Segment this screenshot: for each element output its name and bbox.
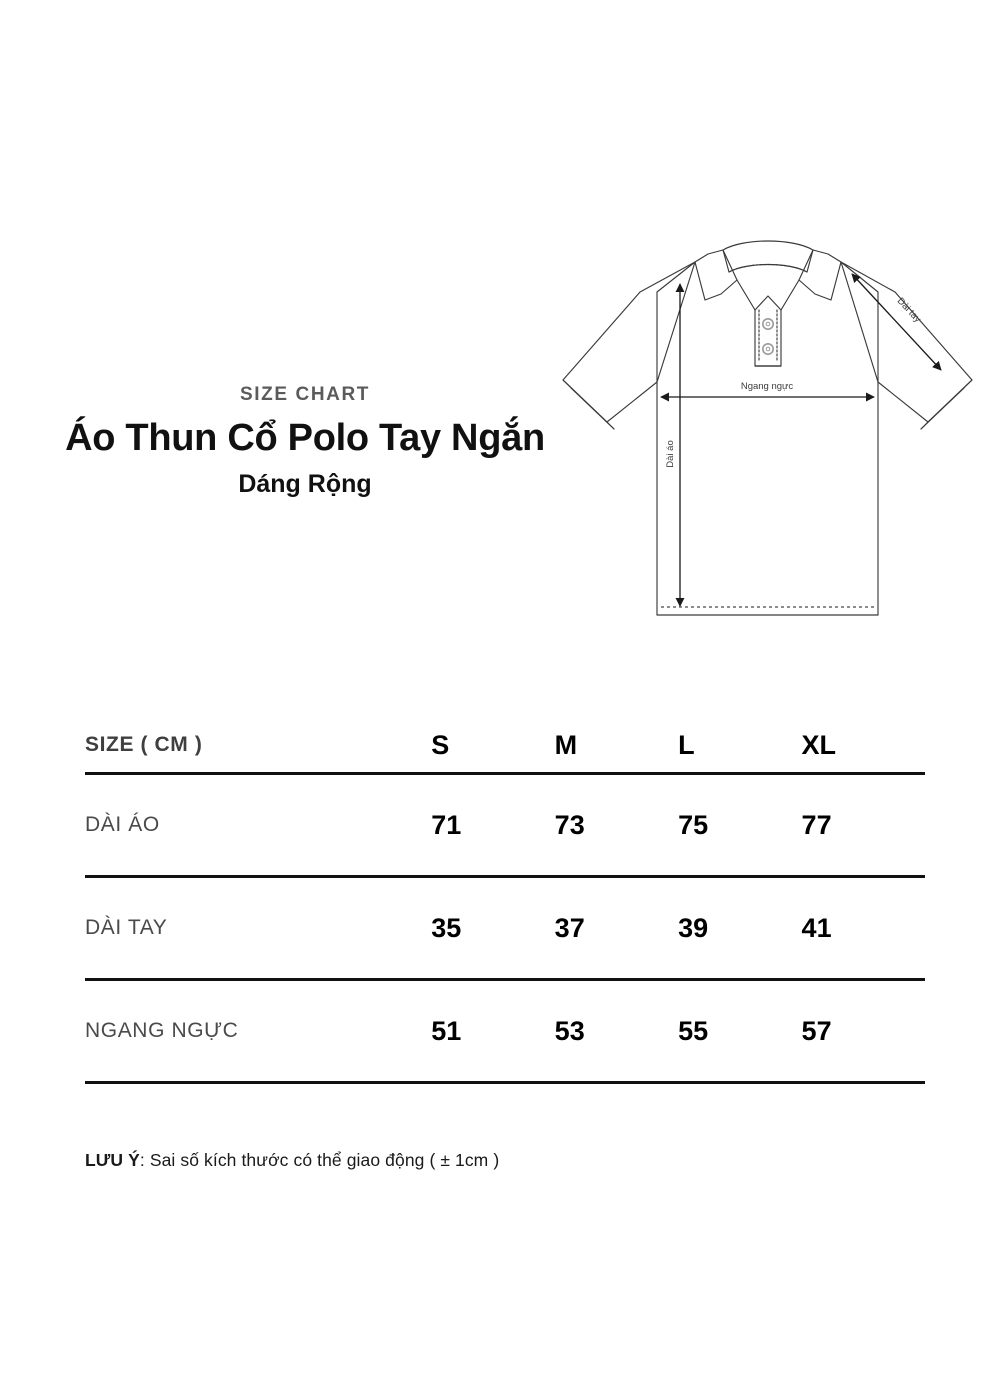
- polo-shirt-diagram: [545, 232, 990, 632]
- collar-right-blade: [799, 250, 841, 300]
- sleeve-length-measure-arrow: [852, 274, 941, 370]
- column-header-l: L: [678, 729, 695, 760]
- table-row: [85, 980, 925, 1083]
- cell-body-length-m: 73: [554, 809, 585, 840]
- cell-sleeve-length-l: 39: [678, 912, 709, 943]
- cell-body-length-l: 75: [678, 809, 709, 840]
- row-label-sleeve-length: DÀI TAY: [85, 916, 168, 939]
- table-row: [85, 774, 925, 877]
- neck-opening: [737, 280, 799, 310]
- page-subtitle: Dáng Rộng: [238, 470, 372, 499]
- button-top-icon: [763, 319, 773, 329]
- cell-chest-width-m: 53: [554, 1015, 585, 1046]
- body-right-edge: [841, 262, 878, 615]
- collar-stand: [723, 241, 813, 272]
- chest-measure-label: Ngang ngực: [740, 381, 794, 392]
- eyebrow-label: SIZE CHART: [240, 384, 370, 405]
- body-left-edge: [657, 262, 695, 615]
- table-header-row: [85, 718, 925, 774]
- column-header-m: M: [554, 729, 578, 760]
- size-chart-table: [85, 718, 925, 1084]
- collar-left-blade: [695, 250, 737, 300]
- cell-chest-width-l: 55: [678, 1015, 709, 1046]
- table-row: [85, 877, 925, 980]
- column-header-xl: XL: [801, 729, 837, 760]
- row-label-body-length: DÀI ÁO: [85, 813, 160, 836]
- cell-sleeve-length-m: 37: [554, 912, 585, 943]
- disclaimer-prefix: LƯU Ý: [85, 1149, 140, 1170]
- column-header-measurement: SIZE ( CM ): [85, 733, 203, 756]
- button-bottom-icon: [763, 344, 773, 354]
- body-length-measure-label: Dài áo: [665, 440, 676, 468]
- row-label-chest-width: NGANG NGỰC: [85, 1019, 239, 1042]
- right-cuff-cap: [921, 422, 928, 429]
- placket-buttons: [763, 319, 773, 354]
- cell-sleeve-length-xl: 41: [801, 912, 832, 943]
- left-cuff-cap: [607, 422, 614, 429]
- page-title: Áo Thun Cổ Polo Tay Ngắn: [65, 417, 545, 459]
- cell-sleeve-length-s: 35: [431, 912, 462, 943]
- cell-chest-width-xl: 57: [801, 1015, 832, 1046]
- left-sleeve-outline: [563, 262, 695, 422]
- cell-chest-width-s: 51: [431, 1015, 462, 1046]
- cell-body-length-s: 71: [431, 809, 462, 840]
- column-header-s: S: [431, 729, 450, 760]
- collar-inner-seam: [729, 265, 807, 273]
- disclaimer-text: : Sai số kích thước có thể giao động ( ± 1cm ): [139, 1149, 500, 1170]
- cell-body-length-xl: 77: [801, 809, 832, 840]
- sleeve-length-measure-label: Dài tay: [894, 295, 923, 325]
- title-block: [0, 385, 610, 499]
- disclaimer-note: [85, 1150, 499, 1171]
